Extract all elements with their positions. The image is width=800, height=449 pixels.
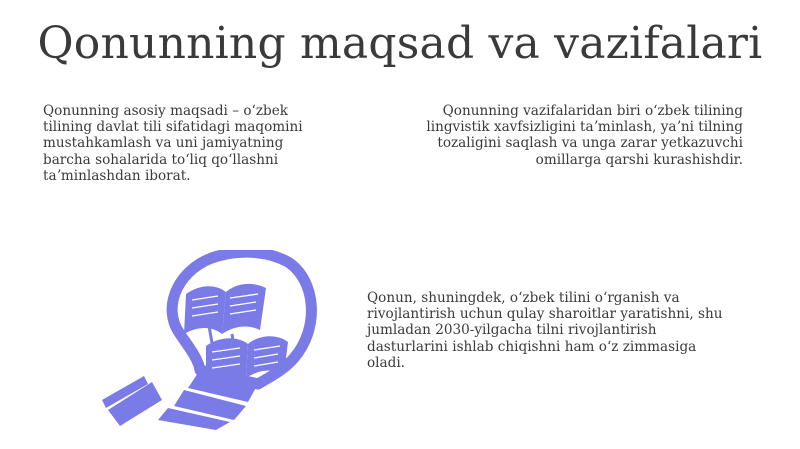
- slide-title: Qonunning maqsad va vazifalari: [37, 18, 763, 69]
- paragraph-tasks: Qonunning vazifalaridan biri oʻzbek tilining lingvistik xavfsizligini taʼminlash, yaʼni tilning tozaligini saqlash va unga zarar yetkazuvchi omillarga qarshi kurashishdir.: [426, 103, 743, 168]
- lightbulb-books-icon: [88, 250, 318, 430]
- paragraph-goal: Qonunning asosiy maqsadi – oʻzbek tilining davlat tili sifatidagi maqomini mustahkamlash va uni jamiyatning barcha sohalarida toʻliq qoʻllashni taʼminlashdan iborat.: [43, 103, 303, 184]
- paragraph-development: Qonun, shuningdek, oʻzbek tilini oʻrganish va rivojlantirish uchun qulay sharoitlar yaratishni, shu jumladan 2030-yilgacha tilni rivojlantirish dasturlarini ishlab chiqishni ham oʻz zimmasiga oladi.: [367, 290, 723, 371]
